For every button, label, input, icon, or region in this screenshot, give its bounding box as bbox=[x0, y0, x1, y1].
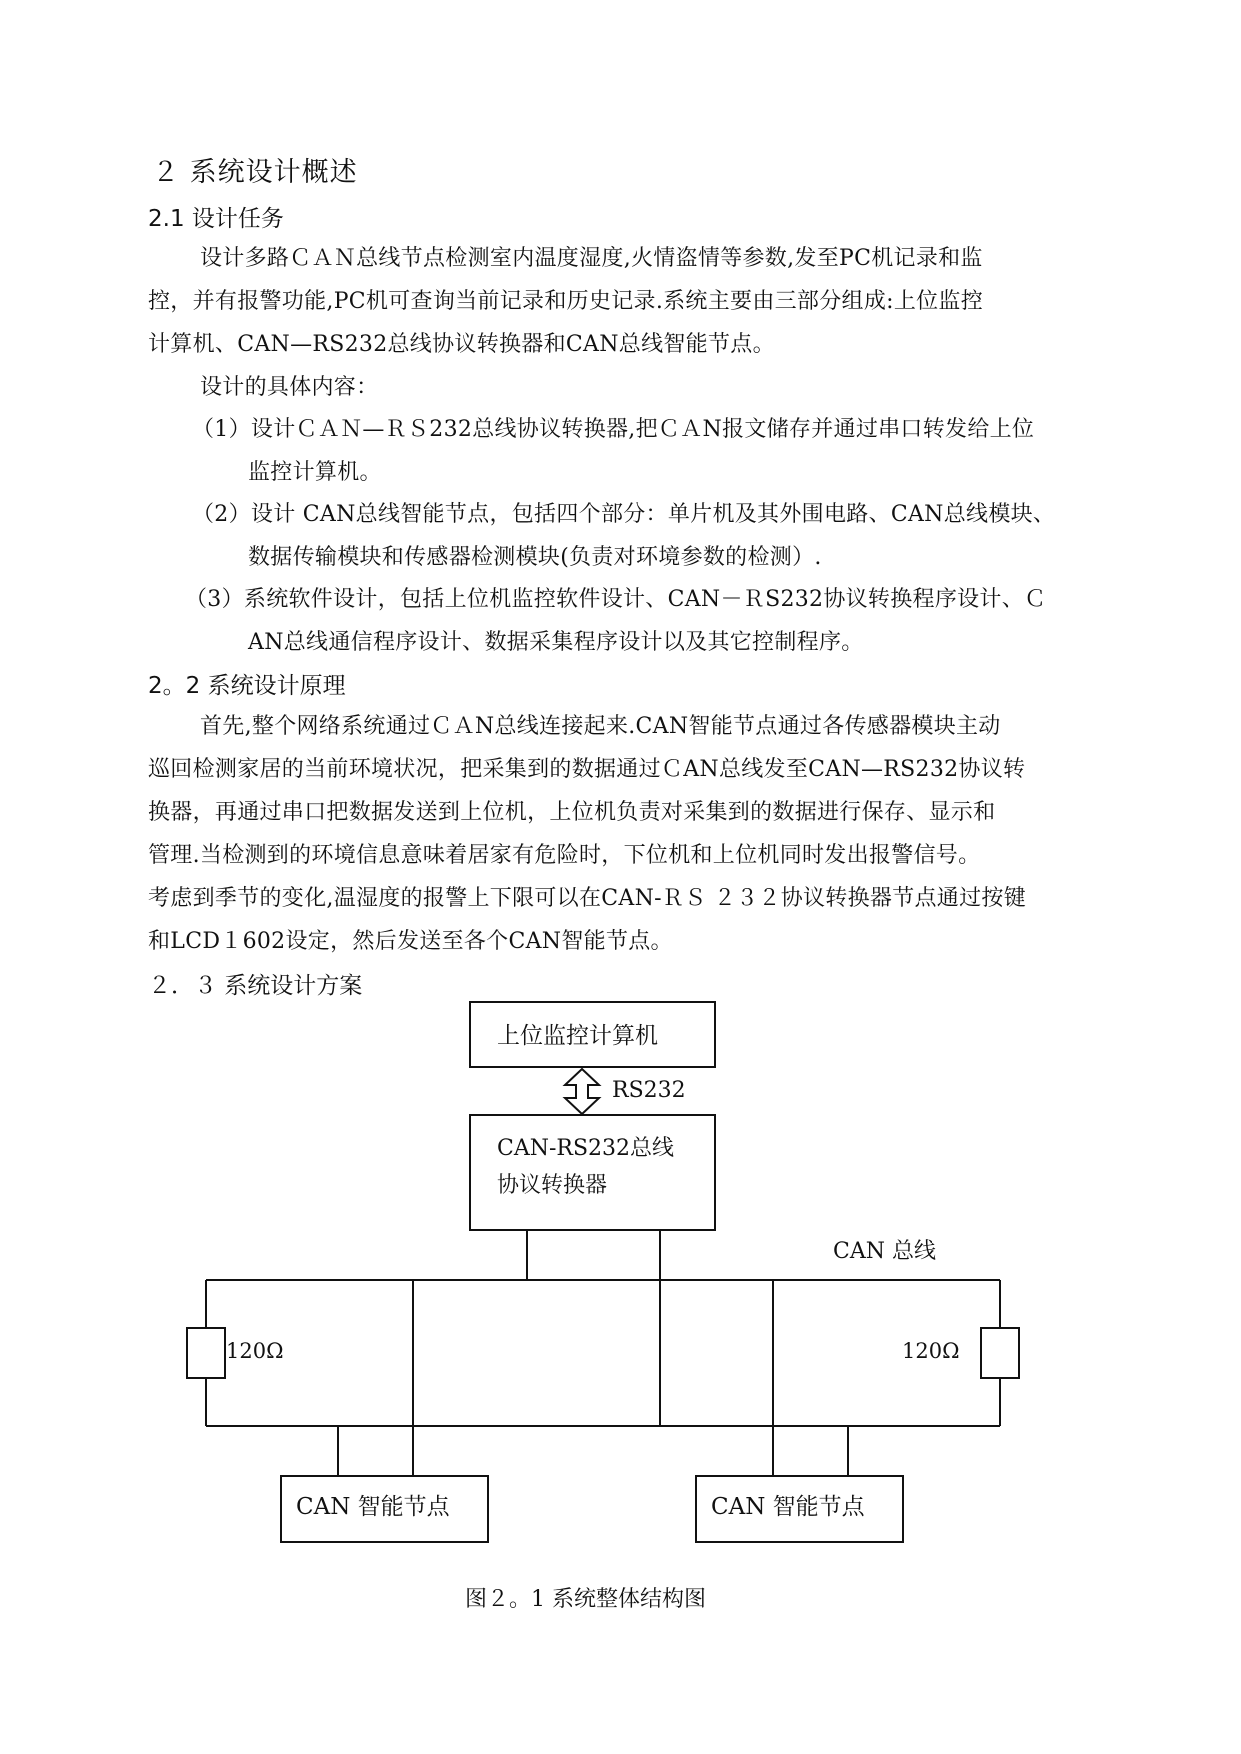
node-left-label: CAN 智能节点 bbox=[296, 1494, 450, 1520]
can-bus-label: CAN 总线 bbox=[833, 1239, 936, 1264]
list-item: 监控计算机。 bbox=[248, 460, 382, 485]
list-item: 数据传输模块和传感器检测模块(负责对环境参数的检测）. bbox=[248, 545, 822, 570]
paragraph-line: 管理.当检测到的环境信息意味着居家有危险时，下位机和上位机同时发出报警信号。 bbox=[148, 843, 981, 868]
node-right-label: CAN 智能节点 bbox=[711, 1494, 865, 1520]
resistor-left bbox=[187, 1328, 225, 1378]
figure-caption: 图２。1 系统整体结构图 bbox=[465, 1587, 706, 1612]
double-arrow-icon bbox=[565, 1069, 599, 1114]
paragraph-line: 设计多路ＣＡＮ总线节点检测室内温度湿度,火情盗情等参数,发至PC机记录和监 bbox=[200, 246, 983, 271]
paragraph-line: 计算机、CAN—RS232总线协议转换器和CAN总线智能节点。 bbox=[148, 332, 775, 357]
paragraph-line: 和LCD１602设定，然后发送至各个CAN智能节点。 bbox=[148, 929, 673, 954]
paragraph-line: 控，并有报警功能,PC机可查询当前记录和历史记录.系统主要由三部分组成:上位监控 bbox=[148, 289, 984, 314]
resistor-right-label: 120Ω bbox=[902, 1339, 960, 1363]
paragraph-line: 首先,整个网络系统通过ＣＡN总线连接起来.CAN智能节点通过各传感器模块主动 bbox=[200, 714, 1001, 739]
subsection-title-2-1: 2.1 设计任务 bbox=[148, 206, 284, 232]
paragraph-line: 考虑到季节的变化,温湿度的报警上下限可以在CAN-ＲＳ ２３２协议转换器节点通过按键 bbox=[148, 886, 1026, 911]
paragraph-line: 设计的具体内容： bbox=[200, 375, 379, 400]
converter-label-1: CAN-RS232总线 bbox=[497, 1136, 675, 1161]
subsection-title-2-3: ２．３ 系统设计方案 bbox=[148, 973, 363, 999]
subsection-title-2-2: 2。2 系统设计原理 bbox=[148, 673, 346, 699]
converter-label-2: 协议转换器 bbox=[497, 1173, 608, 1198]
list-item: （3）系统软件设计，包括上位机监控软件设计、CAN－ＲS232协议转换程序设计、Ｃ bbox=[185, 587, 1047, 612]
resistor-left-label: 120Ω bbox=[226, 1339, 284, 1363]
list-item: （2）设计 CAN总线智能节点，包括四个部分：单片机及其外围电路、CAN总线模块、 bbox=[192, 502, 1056, 527]
rs232-label: RS232 bbox=[612, 1078, 686, 1103]
list-item: AN总线通信程序设计、数据采集程序设计以及其它控制程序。 bbox=[248, 630, 864, 655]
list-item: （1）设计ＣＡＮ—ＲＳ232总线协议转换器,把ＣＡN报文储存并通过串口转发给上位 bbox=[192, 417, 1035, 442]
resistor-right bbox=[981, 1328, 1019, 1378]
host-computer-label: 上位监控计算机 bbox=[497, 1023, 658, 1049]
paragraph-line: 巡回检测家居的当前环境状况，把采集到的数据通过ＣAN总线发至CAN—RS232协议转 bbox=[148, 757, 1026, 782]
paragraph-line: 换器，再通过串口把数据发送到上位机，上位机负责对采集到的数据进行保存、显示和 bbox=[148, 800, 996, 825]
section-title: ２ 系统设计概述 bbox=[152, 157, 358, 188]
